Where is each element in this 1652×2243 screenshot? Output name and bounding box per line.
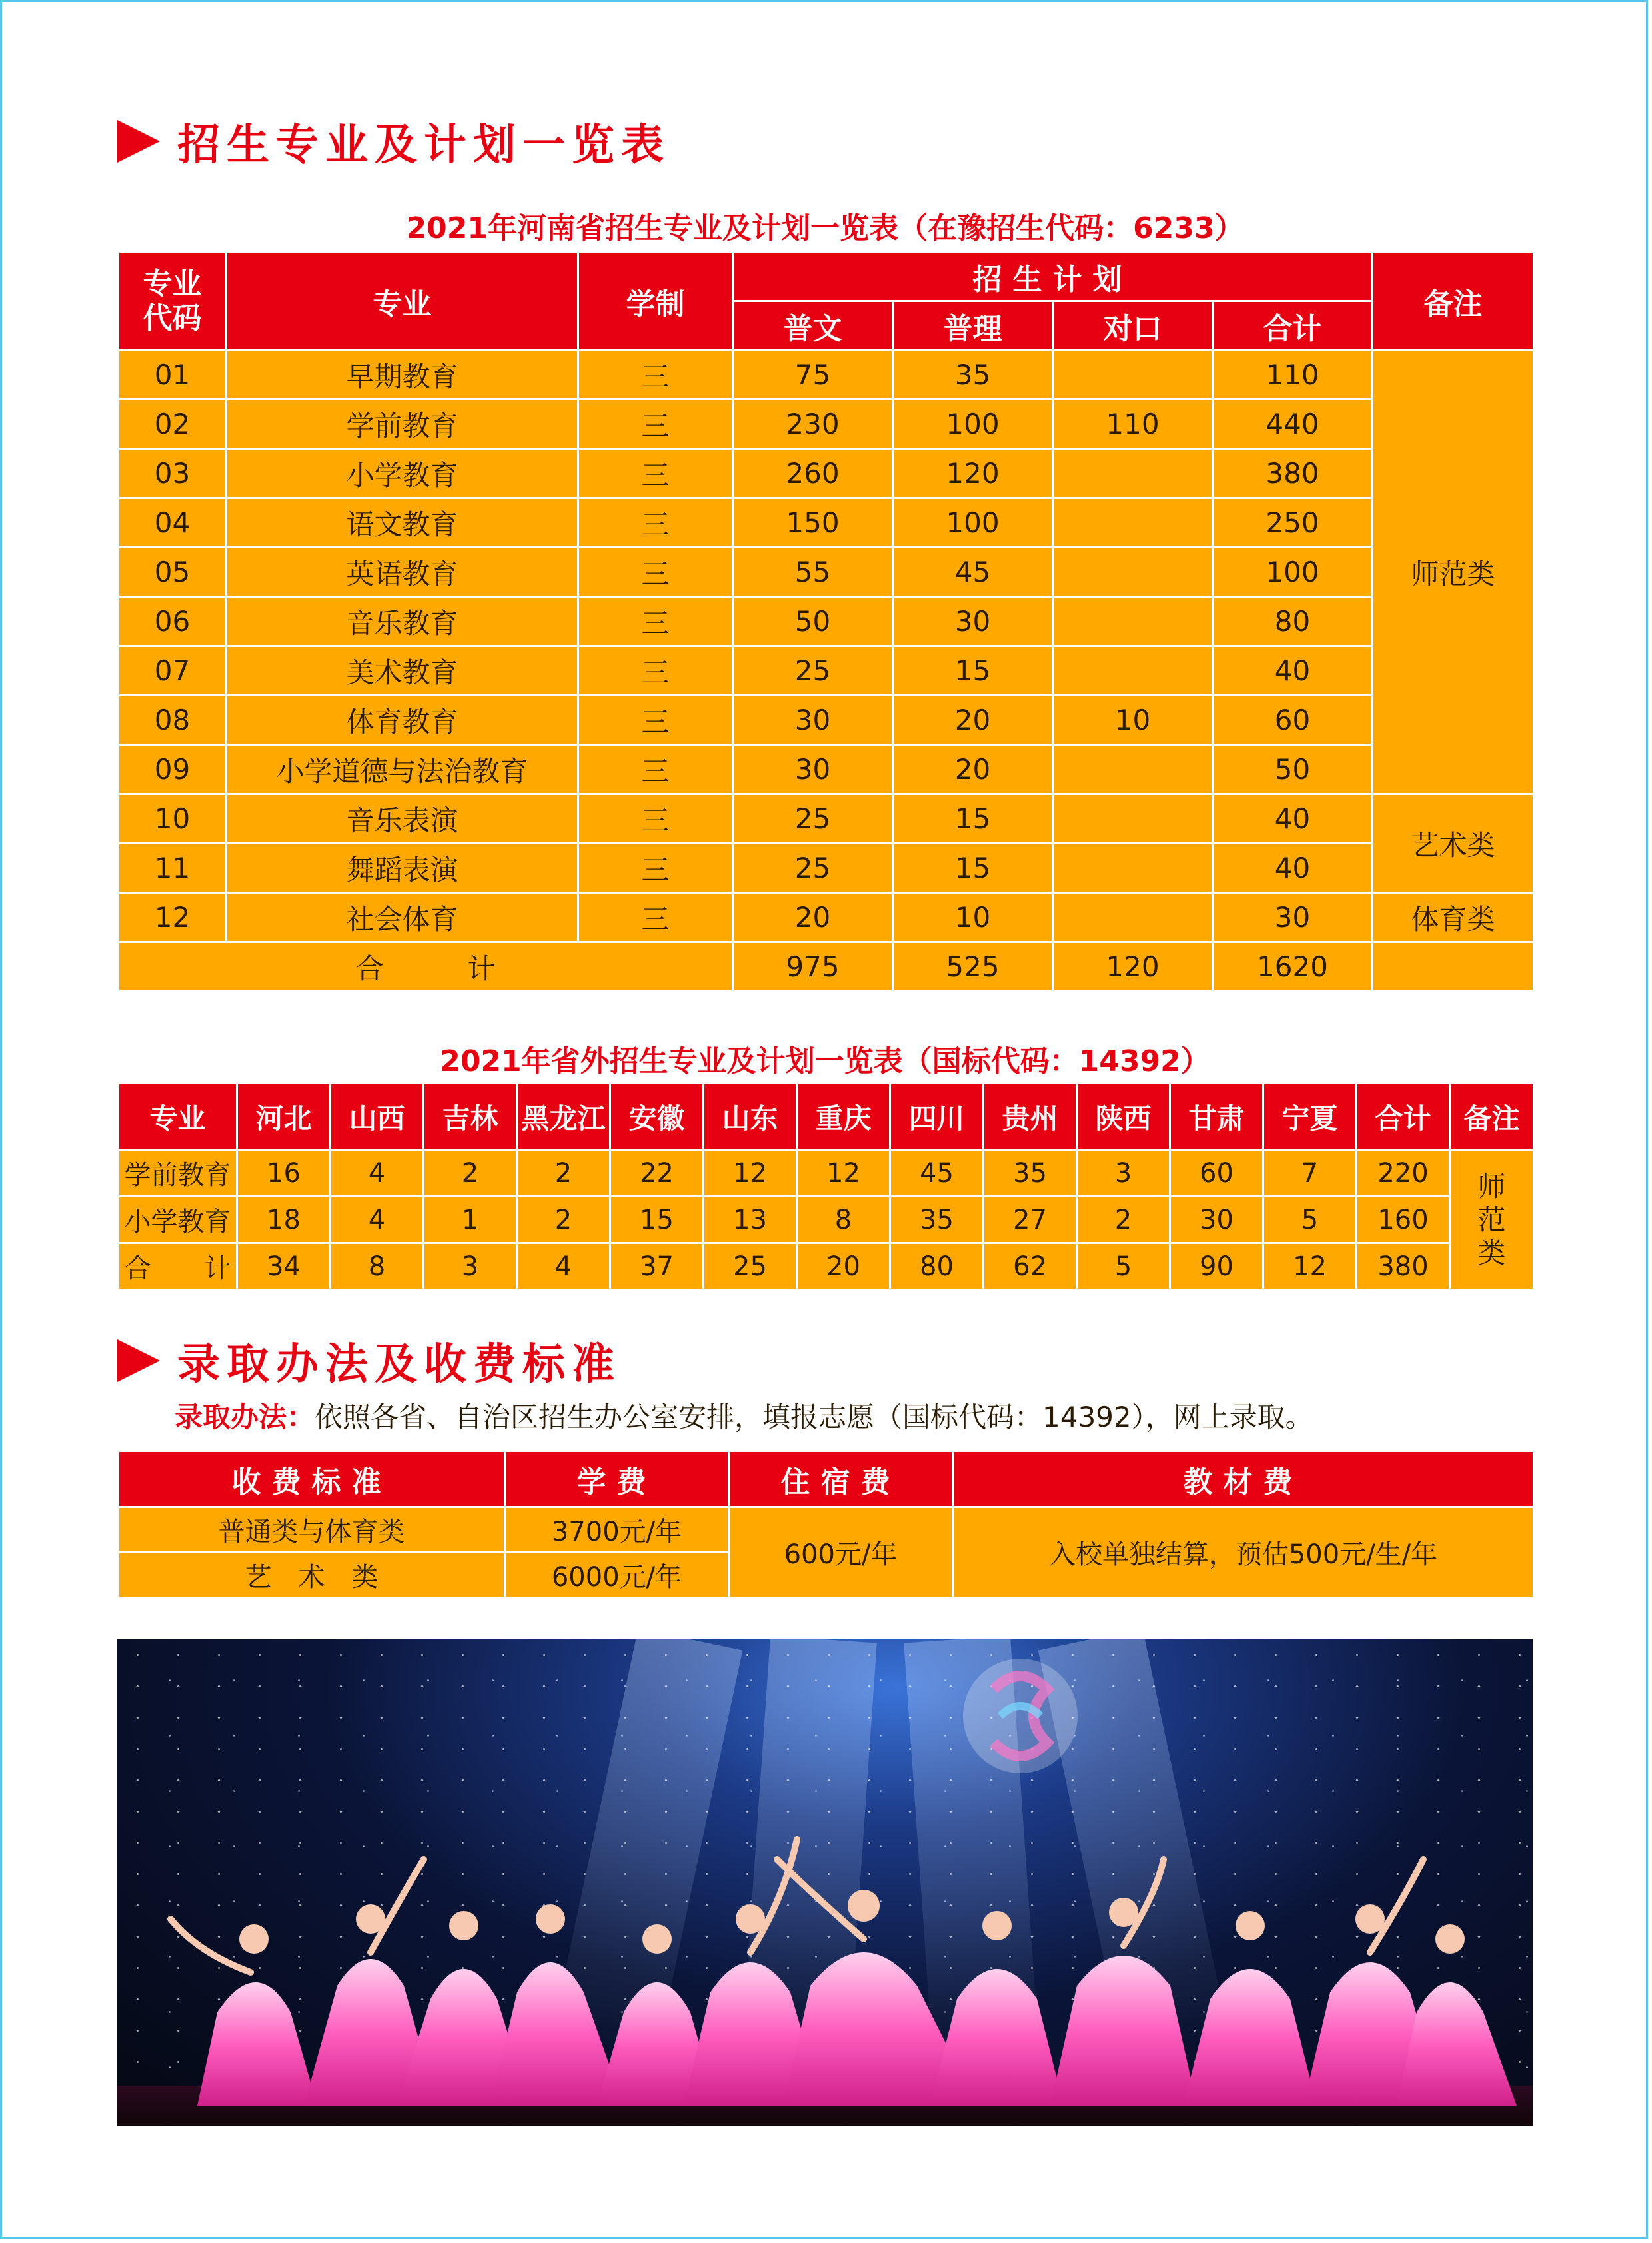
cell-major: 舞蹈表演 [227,844,578,893]
col-header-note: 备注 [1373,252,1534,351]
cell-code: 06 [119,597,227,646]
cell-total: 250 [1213,498,1373,548]
henan-plan-table [117,251,1535,992]
cell-puli: 20 [893,696,1053,745]
cell-value: 4 [517,1243,610,1290]
sum-label: 合 计 [119,942,733,992]
cell-value: 37 [610,1243,704,1290]
cell-total: 220 [1357,1150,1450,1197]
cell-puli: 15 [893,646,1053,696]
cell-value: 3 [1077,1150,1170,1197]
col-header-province: 四川 [890,1084,984,1150]
table-row [119,893,1534,942]
col-header-code: 专业代码 [119,252,227,351]
cell-duikou [1053,646,1213,696]
outside-table-caption: 2021年省外招生专业及计划一览表（国标代码：14392） [440,1044,1210,1078]
cell-value: 13 [704,1197,797,1243]
cell-type: 普通类与体育类 [119,1507,505,1553]
cell-value: 4 [331,1197,424,1243]
cell-puli: 30 [893,597,1053,646]
cell-duikou [1053,893,1213,942]
table-row [119,745,1534,794]
table-row [119,597,1534,646]
cell-duikou [1053,745,1213,794]
cell-code: 01 [119,351,227,400]
table-row [119,351,1534,400]
cell-puli: 120 [893,449,1053,498]
cell-puli: 35 [893,351,1053,400]
cell-duikou [1053,794,1213,844]
cell-puwen: 55 [733,548,893,597]
cell-major: 学前教育 [227,400,578,449]
cell-tuition: 6000元/年 [505,1553,729,1598]
cell-code: 04 [119,498,227,548]
cell-puwen: 30 [733,696,893,745]
col-header-province: 贵州 [984,1084,1077,1150]
cell-major: 体育教育 [227,696,578,745]
cell-duikou [1053,351,1213,400]
cell-value: 90 [1170,1243,1263,1290]
col-header-province: 安徽 [610,1084,704,1150]
cell-value: 45 [890,1150,984,1197]
cell-puwen: 260 [733,449,893,498]
cell-puwen: 25 [733,794,893,844]
admission-rule-text: 依照各省、自治区招生办公室安排，填报志愿（国标代码：14392），网上录取。 [315,1401,1313,1433]
table-row [119,1197,1534,1243]
cell-value: 7 [1263,1150,1357,1197]
cell-tuition: 3700元/年 [505,1507,729,1553]
cell-value: 3 [424,1243,517,1290]
cell-puli: 10 [893,893,1053,942]
cell-value: 35 [984,1150,1077,1197]
col-header-province: 河北 [237,1084,331,1150]
admission-rule [175,1395,1313,1435]
cell-years: 三 [578,351,733,400]
cell-duikou: 110 [1053,400,1213,449]
cell-years: 三 [578,449,733,498]
cell-value: 12 [797,1150,890,1197]
cell-major: 学前教育 [119,1150,237,1197]
cell-years: 三 [578,498,733,548]
cell-major: 合 计 [119,1243,237,1290]
table-row [119,696,1534,745]
cell-type: 艺 术 类 [119,1553,505,1598]
cell-books: 入校单独结算，预估500元/生/年 [953,1507,1534,1598]
cell-puli: 15 [893,794,1053,844]
cell-years: 三 [578,794,733,844]
cell-puwen: 230 [733,400,893,449]
col-header-puwen: 普文 [733,301,893,351]
cell-total: 40 [1213,794,1373,844]
cell-value: 2 [424,1150,517,1197]
cell-total: 60 [1213,696,1373,745]
cell-value: 12 [1263,1243,1357,1290]
cell-puli: 45 [893,548,1053,597]
sum-puli: 525 [893,942,1053,992]
sum-note [1373,942,1534,992]
sum-row [119,942,1534,992]
cell-total: 80 [1213,597,1373,646]
col-header-tuition: 学费 [505,1451,729,1507]
cell-total: 40 [1213,646,1373,696]
cell-puwen: 25 [733,844,893,893]
cell-years: 三 [578,646,733,696]
admission-rule-label: 录取办法： [175,1401,315,1433]
sum-total: 1620 [1213,942,1373,992]
cell-value: 8 [331,1243,424,1290]
sum-puwen: 975 [733,942,893,992]
cell-puwen: 25 [733,646,893,696]
outside-plan-table [117,1082,1535,1291]
cell-total: 100 [1213,548,1373,597]
cell-value: 2 [1077,1197,1170,1243]
cell-value: 18 [237,1197,331,1243]
col-header-province: 山东 [704,1084,797,1150]
cell-value: 5 [1263,1197,1357,1243]
cell-puwen: 50 [733,597,893,646]
col-header-plan: 招生计划 [733,252,1373,301]
cell-duikou [1053,597,1213,646]
cell-years: 三 [578,548,733,597]
cell-value: 35 [890,1197,984,1243]
cell-major: 早期教育 [227,351,578,400]
cell-value: 80 [890,1243,984,1290]
note-normal: 师范类 [1373,351,1534,794]
cell-value: 8 [797,1197,890,1243]
cell-duikou [1053,844,1213,893]
cell-years: 三 [578,893,733,942]
cell-value: 27 [984,1197,1077,1243]
table-row [119,844,1534,893]
col-header-province: 重庆 [797,1084,890,1150]
cell-total: 440 [1213,400,1373,449]
sum-row [119,1243,1534,1290]
cell-value: 22 [610,1150,704,1197]
admission-section-heading [117,1327,621,1394]
cell-major: 英语教育 [227,548,578,597]
col-header-major: 专业 [119,1084,237,1150]
dancers-silhouettes [117,1639,1533,2126]
cell-value: 4 [331,1150,424,1197]
cell-major: 小学教育 [119,1197,237,1243]
col-header-province: 甘肃 [1170,1084,1263,1150]
fee-table [117,1450,1535,1599]
triangle-arrow-icon [117,120,160,163]
plan-section-title: 招生专业及计划一览表 [177,120,670,170]
cell-years: 三 [578,400,733,449]
cell-code: 02 [119,400,227,449]
col-header-province: 吉林 [424,1084,517,1150]
cell-duikou [1053,449,1213,498]
cell-code: 08 [119,696,227,745]
table-row [119,646,1534,696]
col-header-total: 合计 [1213,301,1373,351]
cell-major: 语文教育 [227,498,578,548]
cell-major: 小学道德与法治教育 [227,745,578,794]
table-row [119,400,1534,449]
triangle-arrow-icon [117,1339,160,1382]
cell-years: 三 [578,844,733,893]
cell-value: 60 [1170,1150,1263,1197]
col-header-standard: 收费标准 [119,1451,505,1507]
cell-value: 62 [984,1243,1077,1290]
cell-puwen: 150 [733,498,893,548]
cell-puwen: 30 [733,745,893,794]
col-header-major: 专业 [227,252,578,351]
note-arts: 艺术类 [1373,794,1534,893]
cell-puwen: 20 [733,893,893,942]
cell-puli: 15 [893,844,1053,893]
cell-duikou [1053,498,1213,548]
col-header-years: 学制 [578,252,733,351]
col-header-province: 宁夏 [1263,1084,1357,1150]
cell-duikou [1053,548,1213,597]
note-normal: 师范类 [1450,1150,1534,1290]
col-header-province: 陕西 [1077,1084,1170,1150]
cell-code: 03 [119,449,227,498]
col-header-dorm: 住宿费 [729,1451,953,1507]
table-row [119,449,1534,498]
plan-section-heading [117,108,670,175]
cell-total: 30 [1213,893,1373,942]
cell-dorm: 600元/年 [729,1507,953,1598]
cell-total: 380 [1357,1243,1450,1290]
cell-code: 12 [119,893,227,942]
cell-years: 三 [578,745,733,794]
cell-total: 380 [1213,449,1373,498]
cell-code: 05 [119,548,227,597]
cell-major: 小学教育 [227,449,578,498]
cell-major: 美术教育 [227,646,578,696]
col-header-puli: 普理 [893,301,1053,351]
col-header-books: 教材费 [953,1451,1534,1507]
cell-total: 40 [1213,844,1373,893]
col-header-province: 黑龙江 [517,1084,610,1150]
note-sports: 体育类 [1373,893,1534,942]
table-row [119,548,1534,597]
cell-value: 34 [237,1243,331,1290]
cell-value: 25 [704,1243,797,1290]
admission-section-title: 录取办法及收费标准 [177,1339,621,1389]
table-row [119,498,1534,548]
cell-years: 三 [578,597,733,646]
table-row [119,1507,1534,1553]
cell-code: 09 [119,745,227,794]
cell-code: 11 [119,844,227,893]
cell-value: 2 [517,1150,610,1197]
sum-duikou: 120 [1053,942,1213,992]
col-header-total: 合计 [1357,1084,1450,1150]
cell-puwen: 75 [733,351,893,400]
cell-value: 30 [1170,1197,1263,1243]
cell-code: 07 [119,646,227,696]
cell-code: 10 [119,794,227,844]
col-header-duikou: 对口 [1053,301,1213,351]
cell-years: 三 [578,696,733,745]
cell-major: 社会体育 [227,893,578,942]
cell-puli: 100 [893,498,1053,548]
cell-value: 16 [237,1150,331,1197]
cell-total: 50 [1213,745,1373,794]
cell-value: 2 [517,1197,610,1243]
cell-duikou: 10 [1053,696,1213,745]
dance-performance-photo [117,1639,1533,2126]
cell-major: 音乐表演 [227,794,578,844]
cell-value: 15 [610,1197,704,1243]
col-header-province: 山西 [331,1084,424,1150]
cell-value: 5 [1077,1243,1170,1290]
table-row [119,794,1534,844]
cell-total: 160 [1357,1197,1450,1243]
col-header-note: 备注 [1450,1084,1534,1150]
cell-major: 音乐教育 [227,597,578,646]
cell-total: 110 [1213,351,1373,400]
cell-value: 1 [424,1197,517,1243]
cell-puli: 100 [893,400,1053,449]
cell-value: 20 [797,1243,890,1290]
cell-value: 12 [704,1150,797,1197]
table-row [119,1150,1534,1197]
cell-puli: 20 [893,745,1053,794]
henan-table-caption: 2021年河南省招生专业及计划一览表（在豫招生代码：6233） [406,211,1244,245]
